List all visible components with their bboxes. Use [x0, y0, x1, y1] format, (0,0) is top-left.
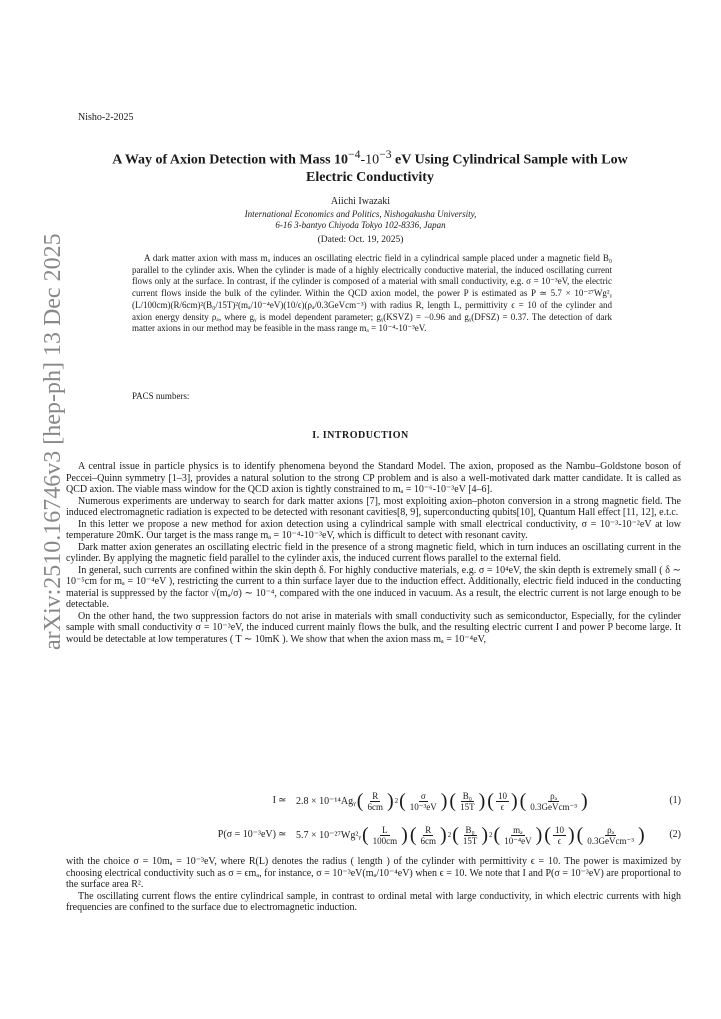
paragraph: Numerous experiments are underway to search for dark matter axions [7], most exploiting axion–photon conversion in a strong magnetic field. The induced electromagnetic radiation is expected to be detected with resonant cavities[8, 9], superconducting qubits[10], Quantum Hall effect [11, 12], e.t.c.	[66, 495, 681, 518]
paragraph: A central issue in particle physics is to identify phenomena beyond the Standard Model. The axion, proposed as the Nambu–Goldstone boson of Peccei–Quinn symmetry [1–3], provides a natural solution to the strong CP problem and is also a well-motivated dark matter candidate. It is called as QCD axion. The viable mass window for the QCD axion is tightly constrained to mₐ = 10⁻⁶-10⁻³eV [4–6].	[66, 461, 681, 495]
paragraph: In general, such currents are confined within the skin depth δ. For highly conductive materials, e.g. σ = 10⁴eV, the skin depth is extremely small ( δ ∼ 10⁻⁵cm for mₐ = 10⁻⁴eV ), restricting the current to a thin surface layer due to the induction effect. Additionally, electric field induced in the conducting material is suppressed by the factor √(mₐ/σ) ∼ 10⁻⁴, compared with the one induced in vacuum. As a result, the electric current is not large enough to be detectable.	[66, 564, 681, 610]
arxiv-identifier: arXiv:2510.16746v3 [hep-ph] 13 Dec 2025	[40, 233, 66, 650]
equation-relation: ≃	[278, 829, 287, 840]
paragraph: The oscillating current flows the entire cylindrical sample, in contrast to ordinal metal with large conductivity, in which electric currents with high frequencies are confined to the surface due to electromagnetic induction.	[66, 890, 681, 913]
equation-lhs: P(σ = 10⁻³eV)	[217, 829, 276, 840]
affiliation-line-1: International Economics and Politics, Nishogakusha University,	[244, 209, 477, 219]
post-equation-text	[66, 856, 681, 914]
fraction: $\frac{R}{6cm}$	[367, 790, 383, 812]
affiliation-line-2: 6-16 3-bantyo Chiyoda Tokyo 102-8336, Japan	[275, 220, 446, 230]
fraction: $\frac{\text{ρₐ}}{\text{0.3GeVcm⁻³}}$	[530, 790, 577, 812]
fraction: $\frac{\text{B₀}}{15T}$	[462, 824, 478, 846]
fraction: $\frac{\text{ρₐ}}{\text{0.3GeVcm⁻³}}$	[587, 824, 634, 846]
equation-2	[66, 818, 681, 854]
title-exp-2: −3	[379, 148, 392, 161]
title-part-b: -10	[360, 152, 380, 168]
abstract	[132, 253, 612, 335]
fraction: $\frac{10}{\epsilon}$	[554, 824, 564, 846]
paragraph: with the choice σ = 10mₐ = 10⁻³eV, where R(L) denotes the radius ( length ) of the cylinder with permittivity ϵ = 10. The power is maximized by choosing electrical conductivity such as σ = ϵmₐ, for instance, σ = 10⁻³eV(mₐ/10⁻⁴eV) when ϵ = 10. We note that I and P(σ = 10⁻³eV) are proportional to the surface area R².	[66, 856, 681, 890]
equation-prefix: 2.8 × 10⁻¹⁴Agᵧ	[296, 795, 356, 807]
fraction: $\frac{\text{B₀}}{15T}$	[460, 790, 475, 812]
equation-prefix: 5.7 × 10⁻²⁷Wg²ᵧ	[296, 829, 361, 841]
equation-1	[66, 784, 681, 820]
equation-number: (2)	[669, 829, 681, 840]
paper-title	[60, 146, 680, 186]
dated-line: (Dated: Oct. 19, 2025)	[317, 235, 404, 245]
title-line-2: Electric Conductivity	[306, 169, 434, 185]
fraction: $\frac{R}{6cm}$	[420, 824, 437, 846]
title-part-c: eV Using Cylindrical Sample with Low	[395, 152, 628, 168]
equation-lhs: I	[272, 795, 276, 806]
section-heading: I. INTRODUCTION	[312, 430, 409, 441]
paragraph: In this letter we propose a new method for axion detection using a cylindrical sample with small electrical conductivity, σ = 10⁻³-10⁻²eV at low temperature 20mK. Our target is the mass range mₐ = 10⁻⁴-10⁻³eV, which is difficult to detect with resonant cavity.	[66, 518, 681, 541]
equation-rhs: 5.7 × 10⁻²⁷Wg²ᵧ ( $\frac{L}{100cm}$ ) ( $\frac{R}{6cm}$ ) 2 ( $\frac{\text{B₀}}{15T}$ ) 2 ( $\frac{\text{mₐ}}{\text{10⁻⁴eV}}$ ) ( $\frac{10}{\epsilon}$ ) ( $\frac{\text{ρₐ}}{\text{0.3GeVcm⁻³}}$ )	[296, 824, 645, 846]
fraction: $\frac{\sigma}{\text{10⁻³eV}}$	[409, 790, 437, 812]
paragraph: On the other hand, the two suppression factors do not arise in materials with small conductivity such as semiconductor, Especially, for the cylinder sample with small conductivity σ = 10⁻³eV, the induced current mainly flows the bulk, and the resulting electric current I and power P become large. It would be detectable at low temperatures ( T ∼ 10mK ). We show that when the axion mass mₐ = 10⁻⁴eV,	[66, 610, 681, 645]
pacs-numbers: PACS numbers:	[132, 391, 190, 401]
report-number: Nisho-2-2025	[78, 112, 134, 123]
title-part-a: A Way of Axion Detection with Mass 10	[112, 152, 349, 168]
fraction: $\frac{\text{mₐ}}{\text{10⁻⁴eV}}$	[504, 824, 532, 846]
abstract-text: A dark matter axion with mass mₐ induces an oscillating electric field in a cylindrical sample placed under a magnetic field B₀ parallel to the cylinder axis. When the cylinder is made of a highly electrically conductive material, the induced oscillating current flows only at the surface. In contrast, if the cylinder is composed of a material with small conductivity, e.g. σ = 10⁻³eV, the electric current flows inside the bulk of the cylinder. Within the QCD axion model, the power P is estimated as P ≃ 5.7 × 10⁻²⁷Wg²ᵧ (L/100cm)(R/6cm)²(B₀/15T)²(mₐ/10⁻⁴eV)(10/ϵ)(ρₐ/0.3GeVcm⁻³) with radius R, length L, permittivity ϵ = 10 of the cylinder and axion energy density ρₐ, where gᵧ is model dependent parameter; gᵧ(KSVZ) = −0.96 and gᵧ(DFSZ) = 0.37. The detection of dark matter axions in our method may be feasible in the mass range mₐ = 10⁻⁴-10⁻³eV.	[132, 253, 612, 334]
fraction: $\frac{10}{\epsilon}$	[497, 790, 507, 812]
equation-number: (1)	[669, 795, 681, 806]
paragraph: Dark matter axion generates an oscillating electric field in the presence of a strong magnetic field, which in turn induces an oscillating current in the cylinder. By applying the magnetic field parallel to the cylinder axis, the induced current flows parallel to the external field.	[66, 541, 681, 564]
equation-rhs: 2.8 × 10⁻¹⁴Agᵧ ( $\frac{R}{6cm}$ ) 2 ( $\frac{\sigma}{\text{10⁻³eV}}$ ) ( $\frac{\text{B₀}}{15T}$ ) ( $\frac{10}{\epsilon}$ ) ( $\frac{\text{ρₐ}}{\text{0.3GeVcm⁻³}}$ )	[296, 790, 588, 812]
equation-relation: ≃	[278, 795, 287, 806]
title-exp-1: −4	[348, 148, 361, 161]
equation-block	[66, 784, 681, 854]
introduction-body	[66, 461, 681, 645]
author-name: Aiichi Iwazaki	[330, 196, 391, 207]
affiliation	[0, 209, 721, 231]
fraction: $\frac{L}{100cm}$	[372, 824, 398, 846]
